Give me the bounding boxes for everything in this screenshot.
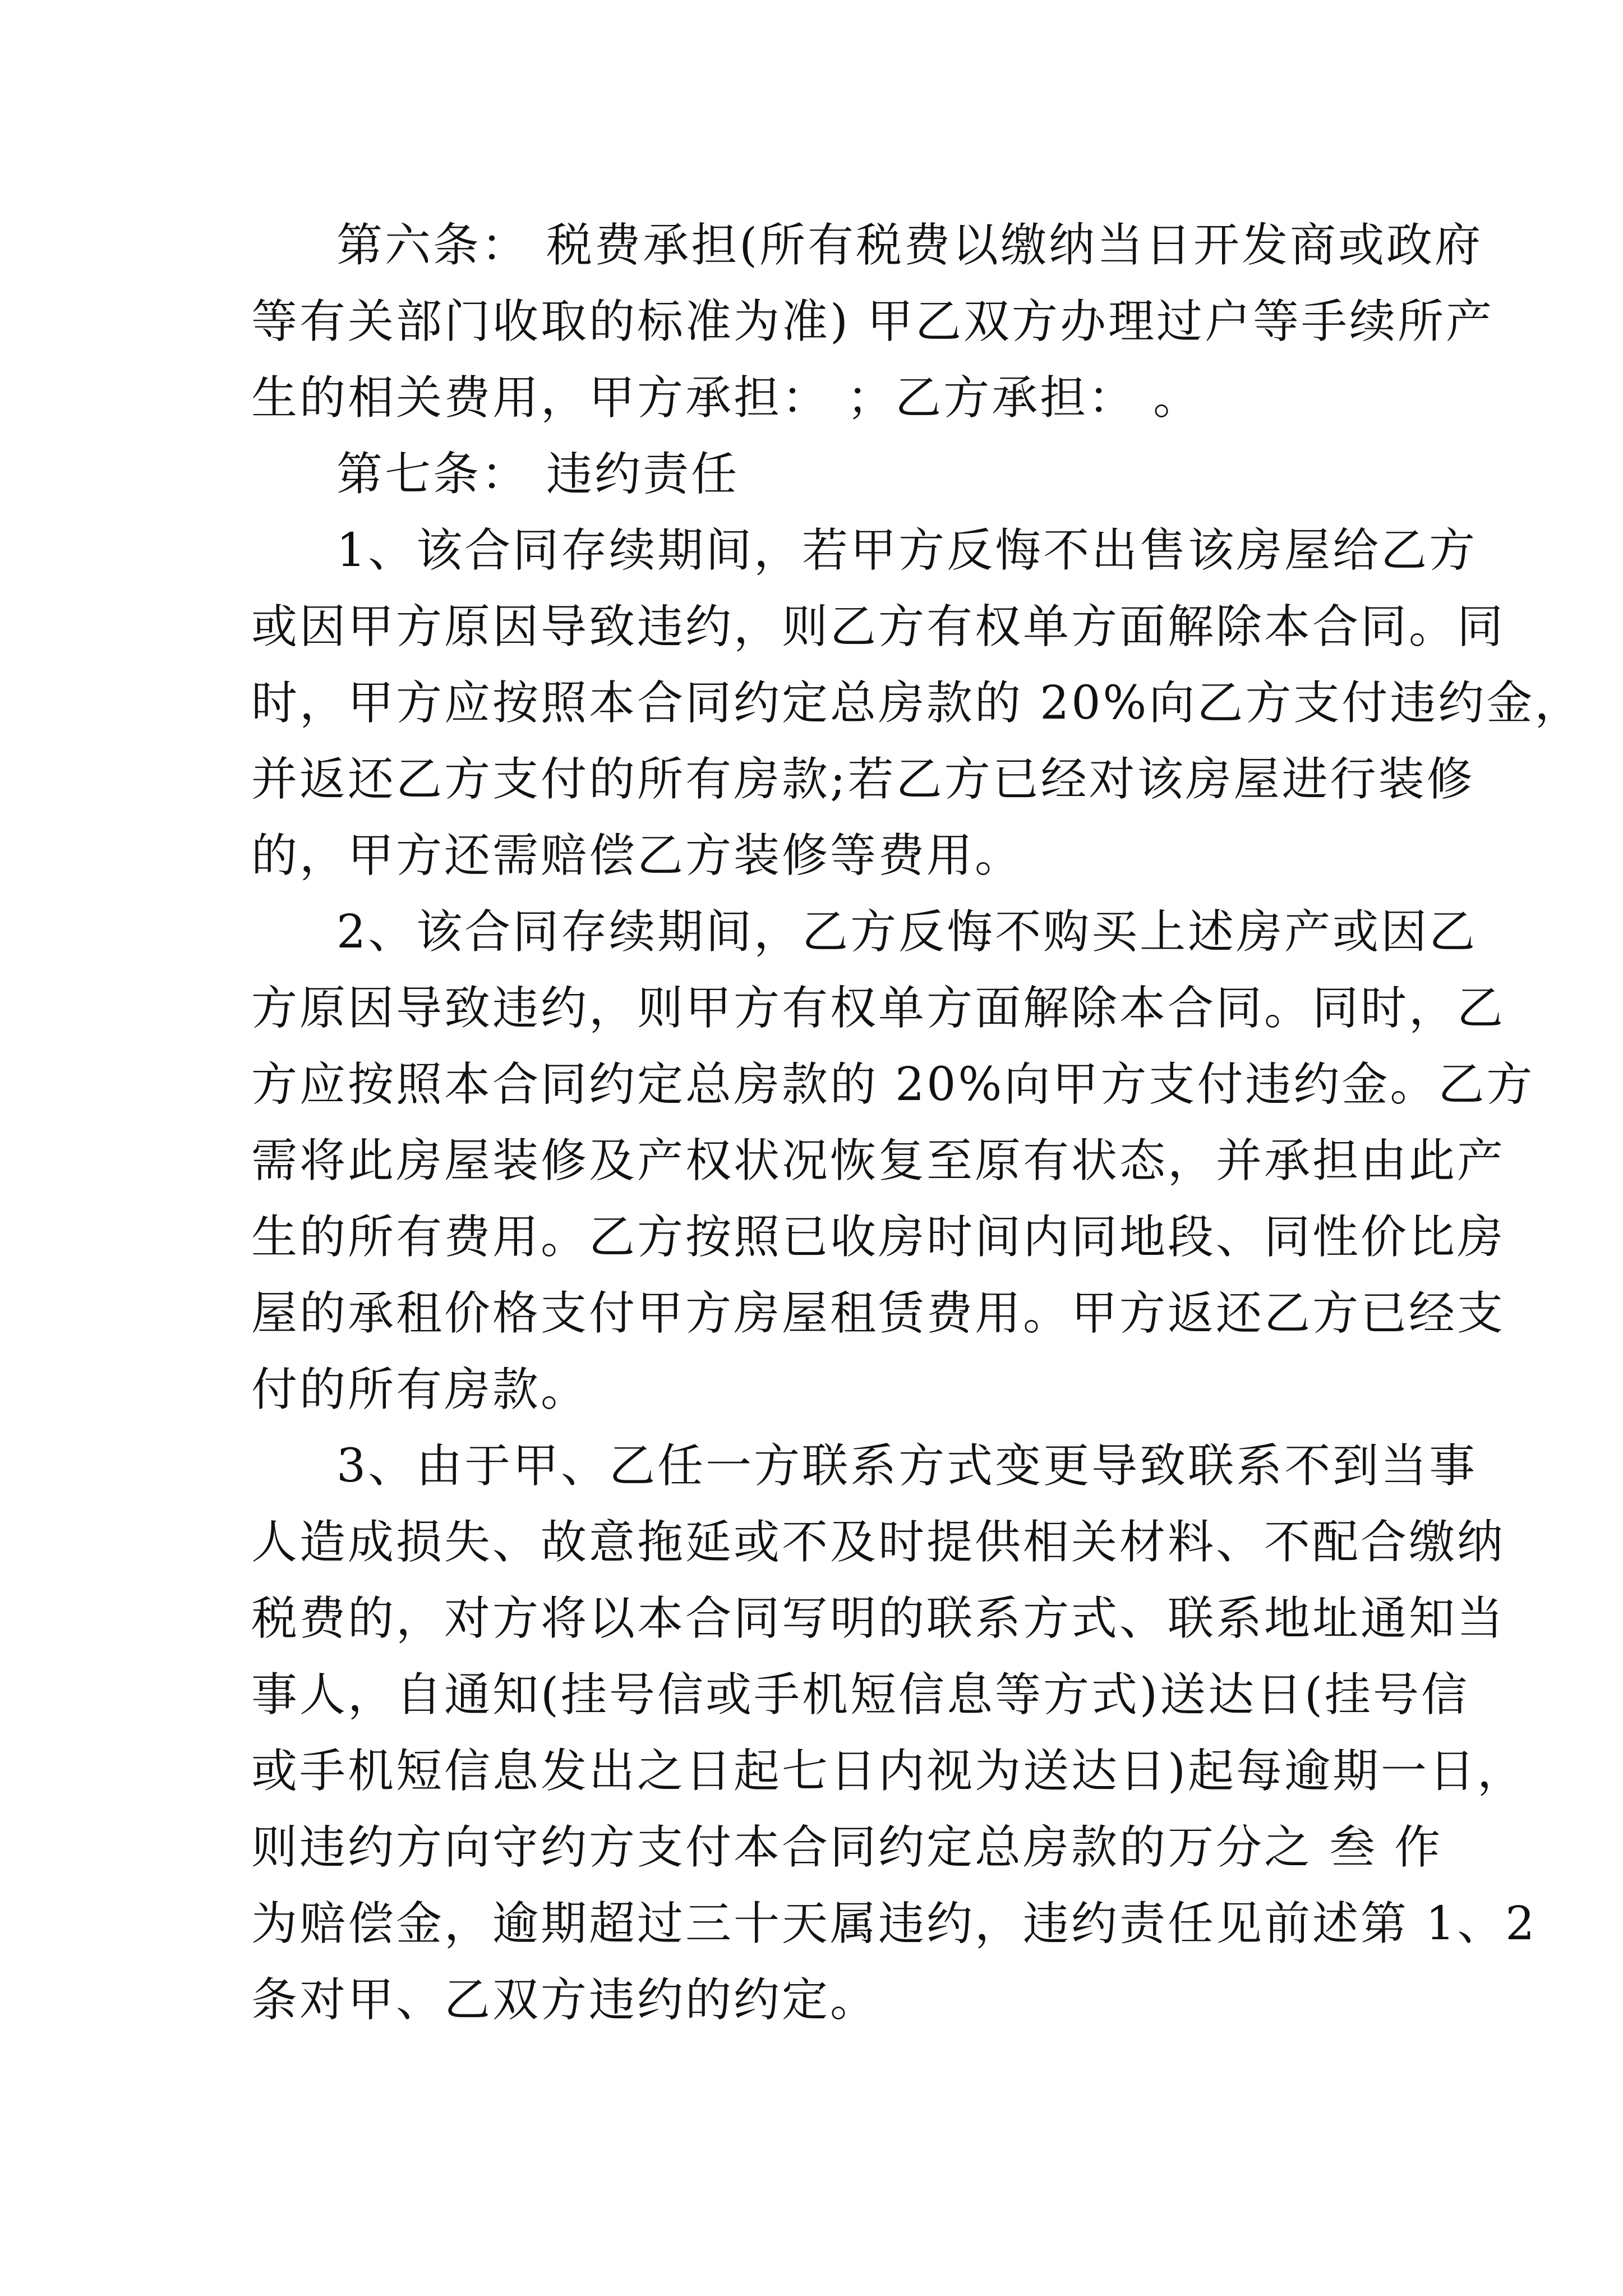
paragraph-line: 税费的，对方将以本合同写明的联系方式、联系地址通知当 bbox=[251, 1592, 1506, 1645]
paragraph-line: 3、由于甲、乙任一方联系方式变更导致联系不到当事 bbox=[336, 1439, 1478, 1493]
paragraph-line: 的，甲方还需赔偿乙方装修等费用。 bbox=[251, 829, 1023, 882]
document-page bbox=[251, 208, 1583, 2039]
article-7-clause-3 bbox=[251, 1428, 1537, 2039]
article-7-heading: 第七条： 违约责任 bbox=[336, 448, 740, 501]
article-6-paragraph bbox=[251, 208, 1495, 436]
paragraph-line: 1、该合同存续期间，若甲方反悔不出售该房屋给乙方 bbox=[336, 524, 1478, 577]
paragraph-line: 需将此房屋装修及产权状况恢复至原有状态，并承担由此产 bbox=[251, 1134, 1506, 1188]
paragraph-line: 第六条： 税费承担(所有税费以缴纳当日开发商或政府 bbox=[336, 219, 1483, 272]
paragraph-line: 生的所有费用。乙方按照已收房时间内同地段、同性价比房 bbox=[251, 1211, 1506, 1264]
paragraph-line: 方原因导致违约，则甲方有权单方面解除本合同。同时，乙 bbox=[251, 982, 1506, 1035]
paragraph-line: 事人，自通知(挂号信或手机短信息等方式)送达日(挂号信 bbox=[251, 1668, 1469, 1722]
article-7-clause-2 bbox=[251, 894, 1535, 1428]
paragraph-line: 时，甲方应按照本合同约定总房款的 20%向乙方支付违约金， bbox=[251, 677, 1583, 730]
paragraph-line: 2、该合同存续期间，乙方反悔不购买上述房产或因乙 bbox=[336, 905, 1478, 959]
article-7-clause-1 bbox=[251, 513, 1583, 894]
paragraph-line: 或因甲方原因导致违约，则乙方有权单方面解除本合同。同 bbox=[251, 600, 1506, 654]
paragraph-line: 条对甲、乙双方违约的约定。 bbox=[251, 1973, 879, 2027]
paragraph-line: 等有关部门收取的标准为准) 甲乙双方办理过户等手续所产 bbox=[251, 295, 1495, 348]
paragraph-line: 付的所有房款。 bbox=[251, 1363, 589, 1416]
paragraph-line: 并返还乙方支付的所有房款;若乙方已经对该房屋进行装修 bbox=[251, 753, 1475, 806]
paragraph-line: 屋的承租价格支付甲方房屋租赁费用。甲方返还乙方已经支 bbox=[251, 1287, 1506, 1340]
paragraph-line: 生的相关费用，甲方承担： ；乙方承担： 。 bbox=[251, 371, 1202, 425]
paragraph-line: 则违约方向守约方支付本合同约定总房款的万分之 叁 作 bbox=[251, 1821, 1443, 1874]
paragraph-line: 人造成损失、故意拖延或不及时提供相关材料、不配合缴纳 bbox=[251, 1516, 1506, 1569]
paragraph-line: 为赔偿金，逾期超过三十天属违约，违约责任见前述第 1、2 bbox=[251, 1897, 1537, 1950]
paragraph-line: 或手机短信息发出之日起七日内视为送达日)起每逾期一日， bbox=[251, 1745, 1525, 1798]
paragraph-line: 方应按照本合同约定总房款的 20%向甲方支付违约金。乙方 bbox=[251, 1058, 1535, 1111]
